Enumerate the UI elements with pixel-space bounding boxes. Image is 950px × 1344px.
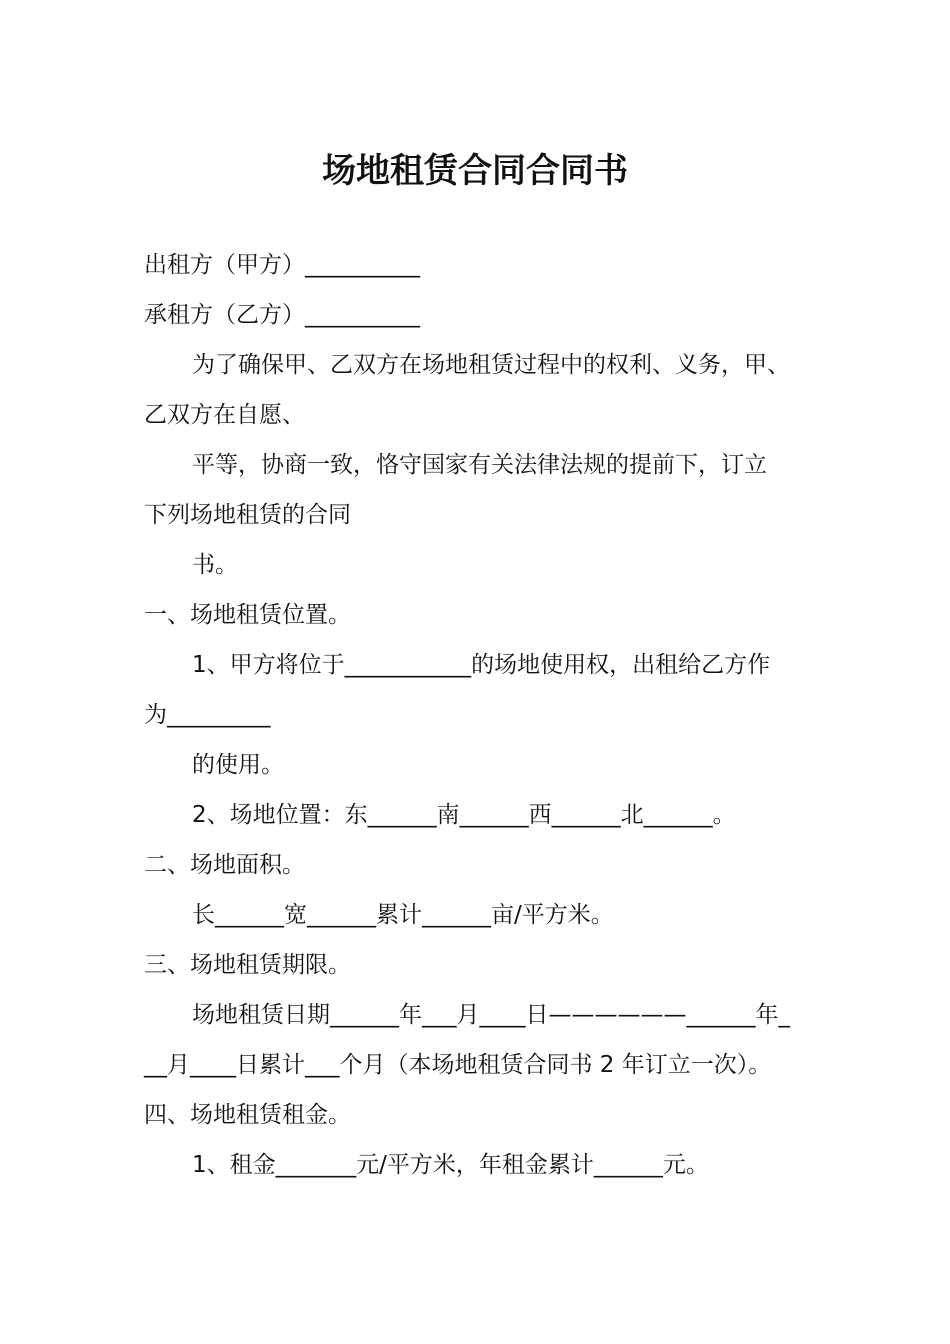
rent-clause-1: 1、租金_______元/平方米，年租金累计______元。 [192,1152,709,1178]
lessor-line: 出租方（甲方）__________ [144,252,420,278]
preamble-line-1: 为了确保甲、乙双方在场地租赁过程中的权利、义务，甲、 [192,352,790,378]
section-heading-area: 二、场地面积。 [144,852,305,878]
section-heading-location: 一、场地租赁位置。 [144,602,351,628]
document-title: 场地租赁合同合同书 [322,151,628,191]
preamble-line-3: 平等，协商一致，恪守国家有关法律法规的提前下，订立 [192,452,767,478]
location-clause-2: 2、场地位置：东______南______西______北______。 [192,802,736,828]
location-clause-1: 1、甲方将位于___________的场地使用权，出租给乙方作 [192,652,771,678]
preamble-line-2: 乙双方在自愿、 [144,402,305,428]
preamble-line-4: 下列场地租赁的合同 [144,502,351,528]
area-clause: 长______宽______累计______亩/平方米。 [192,902,614,928]
location-clause-1-cont: 为_________ [144,702,271,728]
section-heading-term: 三、场地租赁期限。 [144,952,351,978]
location-clause-1-end: 的使用。 [192,752,284,778]
term-clause: 场地租赁日期______年___月____日——————______年_ [192,1002,790,1028]
lessee-line: 承租方（乙方）__________ [144,302,420,328]
section-heading-rent: 四、场地租赁租金。 [144,1102,351,1128]
term-clause-cont: __月____日累计___个月（本场地租赁合同书 2 年订立一次）。 [144,1052,772,1078]
preamble-line-5: 书。 [192,552,238,578]
